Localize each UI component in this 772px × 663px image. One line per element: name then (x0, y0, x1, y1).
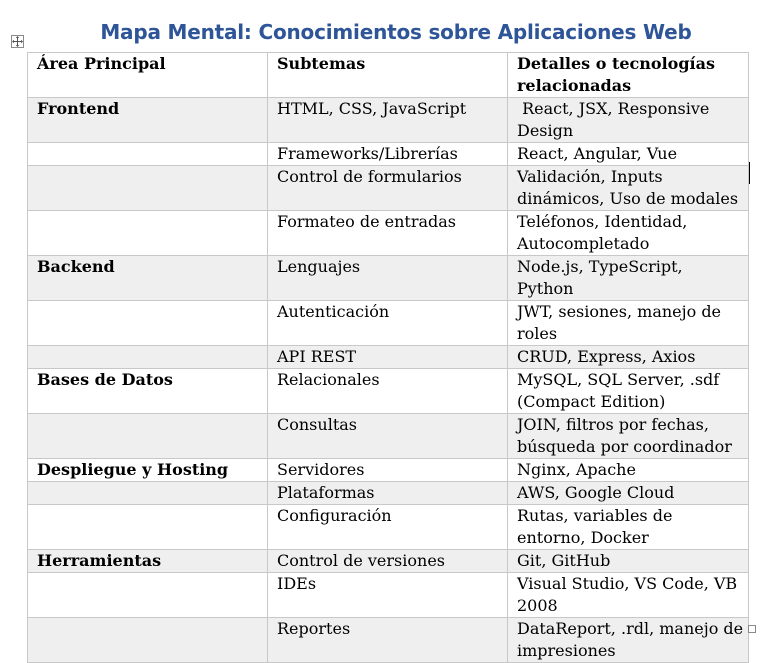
table-row (28, 459, 749, 482)
subtema-cell: Reportes (268, 618, 508, 663)
subtema-cell: Lenguajes (268, 256, 508, 301)
detalle-cell: Node.js, TypeScript, Python (508, 256, 749, 301)
area-cell (28, 414, 268, 459)
area-cell (28, 143, 268, 166)
table-row (28, 166, 749, 211)
area-cell (28, 166, 268, 211)
header-detalles: Detalles o tecnologías relacionadas (508, 53, 749, 98)
subtema-cell: Consultas (268, 414, 508, 459)
header-subtemas: Subtemas (268, 53, 508, 98)
area-cell: Herramientas (28, 550, 268, 573)
subtema-cell: Control de formularios (268, 166, 508, 211)
text-cursor (749, 162, 750, 184)
subtema-cell: Frameworks/Librerías (268, 143, 508, 166)
resize-handle-icon[interactable] (748, 625, 756, 633)
area-cell (28, 211, 268, 256)
detalle-cell: AWS, Google Cloud (508, 482, 749, 505)
subtema-cell: Relacionales (268, 369, 508, 414)
table-row (28, 414, 749, 459)
area-cell: Despliegue y Hosting (28, 459, 268, 482)
detalle-cell: Visual Studio, VS Code, VB 2008 (508, 573, 749, 618)
detalle-cell: CRUD, Express, Axios (508, 346, 749, 369)
detalle-cell: Nginx, Apache (508, 459, 749, 482)
detalle-cell: React, Angular, Vue (508, 143, 749, 166)
area-cell (28, 482, 268, 505)
area-cell: Frontend (28, 98, 268, 143)
detalle-cell: Validación, Inputs dinámicos, Uso de modales (508, 166, 749, 211)
detalle-cell: MySQL, SQL Server, .sdf (Compact Edition) (508, 369, 749, 414)
detalle-cell: Rutas, variables de entorno, Docker (508, 505, 749, 550)
table-row (28, 98, 749, 143)
table-row (28, 505, 749, 550)
detalle-cell: Teléfonos, Identidad, Autocompletado (508, 211, 749, 256)
subtema-cell: API REST (268, 346, 508, 369)
table-row (28, 369, 749, 414)
detalle-cell: Git, GitHub (508, 550, 749, 573)
table-row (28, 573, 749, 618)
move-arrows-icon[interactable] (11, 35, 24, 48)
area-cell (28, 618, 268, 663)
table-row (28, 211, 749, 256)
table-row (28, 618, 749, 663)
subtema-cell: HTML, CSS, JavaScript (268, 98, 508, 143)
area-cell: Backend (28, 256, 268, 301)
subtema-cell: Control de versiones (268, 550, 508, 573)
area-cell (28, 346, 268, 369)
document-title: Mapa Mental: Conocimientos sobre Aplicaciones Web (100, 20, 692, 44)
detalle-cell: JWT, sesiones, manejo de roles (508, 301, 749, 346)
detalle-cell: React, JSX, Responsive Design (508, 98, 749, 143)
table-row (28, 143, 749, 166)
detalle-cell: DataReport, .rdl, manejo de impresiones (508, 618, 749, 663)
table-row (28, 256, 749, 301)
area-cell (28, 573, 268, 618)
subtema-cell: Formateo de entradas (268, 211, 508, 256)
mind-map-table (27, 52, 749, 663)
area-cell (28, 505, 268, 550)
subtema-cell: Plataformas (268, 482, 508, 505)
table-row (28, 301, 749, 346)
area-cell (28, 301, 268, 346)
subtema-cell: Servidores (268, 459, 508, 482)
header-area: Área Principal (28, 53, 268, 98)
subtema-cell: Configuración (268, 505, 508, 550)
table-header-row (28, 53, 749, 98)
subtema-cell: Autenticación (268, 301, 508, 346)
table-row (28, 550, 749, 573)
table-row (28, 346, 749, 369)
detalle-cell: JOIN, filtros por fechas, búsqueda por coordinador (508, 414, 749, 459)
area-cell: Bases de Datos (28, 369, 268, 414)
table-row (28, 482, 749, 505)
subtema-cell: IDEs (268, 573, 508, 618)
